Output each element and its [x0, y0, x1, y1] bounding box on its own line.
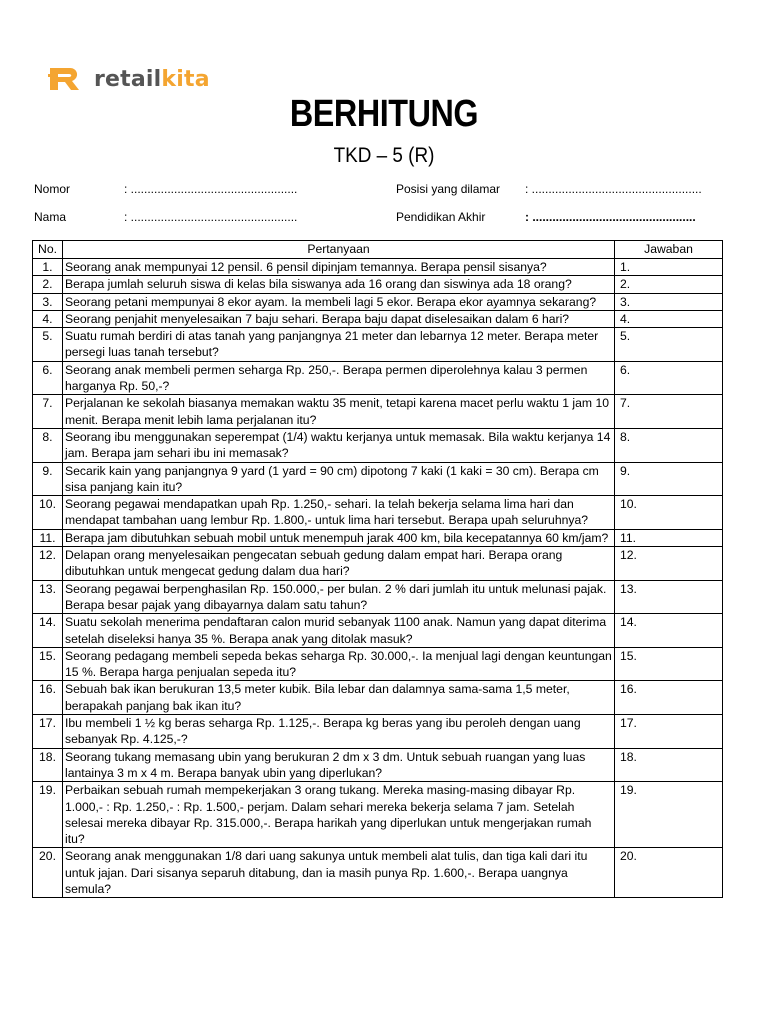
brand-name: retailkita: [94, 66, 210, 92]
table-row: [33, 614, 723, 648]
row-number: 12.: [33, 547, 63, 581]
table-row: [33, 310, 723, 327]
table-row: [33, 529, 723, 546]
question-text: Seorang anak membeli permen seharga Rp. 250,-. Berapa permen diperolehnya kalau 3 permen harganya Rp. 50,-?: [63, 361, 615, 395]
nama-field[interactable]: : ..................................................: [124, 210, 298, 224]
answer-cell[interactable]: 9.: [615, 462, 723, 496]
question-text: Sebuah bak ikan berukuran 13,5 meter kubik. Bila lebar dan dalamnya sama-sama 1,5 meter, berapakah panjang bak ikan itu?: [63, 681, 615, 715]
answer-cell[interactable]: 16.: [615, 681, 723, 715]
posisi-field[interactable]: : ...................................................: [525, 182, 702, 196]
question-text: Seorang ibu menggunakan seperempat (1/4) waktu kerjanya untuk memasak. Bila waktu kerjanya 14 jam. Berapa jam sehari ibu ini memasak?: [63, 428, 615, 462]
table-row: [33, 647, 723, 681]
question-table: [32, 240, 723, 898]
question-text: Seorang pegawai berpenghasilan Rp. 150.000,- per bulan. 2 % dari jumlah itu untuk melunasi pajak. Berapa besar pajak yang dibayarnya dalam satu tahun?: [63, 580, 615, 614]
question-text: Perjalanan ke sekolah biasanya memakan waktu 35 menit, tetapi karena macet perlu waktu 1 jam 10 menit. Berapa menit lebih lama perjalanan itu?: [63, 395, 615, 429]
nama-label: Nama: [34, 210, 67, 224]
table-row: [33, 259, 723, 276]
posisi-label: Posisi yang dilamar: [396, 182, 501, 196]
row-number: 3.: [33, 293, 63, 310]
table-row: [33, 681, 723, 715]
page-subtitle: TKD – 5 (R): [333, 144, 435, 167]
table-row: [33, 428, 723, 462]
row-number: 5.: [33, 328, 63, 362]
question-text: Suatu sekolah menerima pendaftaran calon murid sebanyak 1100 anak. Namun yang dapat diterima setelah diseleksi hanya 35 %. Berapa anak yang ditolak masuk?: [63, 614, 615, 648]
table-header-row: [33, 241, 723, 259]
question-text: Delapan orang menyelesaikan pengecatan sebuah gedung dalam empat hari. Berapa orang dibutuhkan untuk mengecat gedung dalam dua hari?: [63, 547, 615, 581]
row-number: 2.: [33, 276, 63, 293]
brand-logo: [48, 64, 210, 94]
row-number: 18.: [33, 748, 63, 782]
answer-cell[interactable]: 2.: [615, 276, 723, 293]
page-title: BERHITUNG: [289, 93, 479, 135]
answer-cell[interactable]: 17.: [615, 715, 723, 749]
row-number: 13.: [33, 580, 63, 614]
question-text: Secarik kain yang panjangnya 9 yard (1 yard = 90 cm) dipotong 7 kaki (1 kaki = 30 cm). Berapa cm sisa panjang kain itu?: [63, 462, 615, 496]
table-row: [33, 580, 723, 614]
question-text: Seorang anak mempunyai 12 pensil. 6 pensil dipinjam temannya. Berapa pensil sisanya?: [63, 259, 615, 276]
answer-cell[interactable]: 12.: [615, 547, 723, 581]
question-text: Seorang tukang memasang ubin yang berukuran 2 dm x 3 dm. Untuk sebuah ruangan yang luas lantainya 3 m x 4 m. Berapa banyak ubin yang diperlukan?: [63, 748, 615, 782]
row-number: 8.: [33, 428, 63, 462]
question-text: Berapa jam dibutuhkan sebuah mobil untuk menempuh jarak 400 km, bila kecepatannya 60 km/jam?: [63, 529, 615, 546]
question-text: Suatu rumah berdiri di atas tanah yang panjangnya 21 meter dan lebarnya 12 meter. Berapa meter persegi luas tanah tersebut?: [63, 328, 615, 362]
row-number: 6.: [33, 361, 63, 395]
table-row: [33, 715, 723, 749]
table-row: [33, 782, 723, 848]
question-text: Seorang anak menggunakan 1/8 dari uang sakunya untuk membeli alat tulis, dan tiga kali dari itu untuk jajan. Dari sisanya separuh ditabung, dan ia masih punya Rp. 1.600,-. Berapa uangnya semula?: [63, 848, 615, 898]
answer-cell[interactable]: 6.: [615, 361, 723, 395]
answer-cell[interactable]: 7.: [615, 395, 723, 429]
pendidikan-label: Pendidikan Akhir: [396, 210, 486, 224]
nomor-field[interactable]: : ..................................................: [124, 182, 298, 196]
table-row: [33, 276, 723, 293]
header-question: Pertanyaan: [63, 241, 615, 259]
row-number: 14.: [33, 614, 63, 648]
answer-cell[interactable]: 5.: [615, 328, 723, 362]
pendidikan-field[interactable]: : .................................................: [525, 210, 696, 224]
question-text: Seorang pedagang membeli sepeda bekas seharga Rp. 30.000,-. Ia menjual lagi dengan keuntungan 15 %. Berapa harga penjualan sepeda itu?: [63, 647, 615, 681]
row-number: 20.: [33, 848, 63, 898]
table-row: [33, 293, 723, 310]
question-text: Seorang petani mempunyai 8 ekor ayam. Ia membeli lagi 5 ekor. Berapa ekor ayamnya sekarang?: [63, 293, 615, 310]
answer-cell[interactable]: 15.: [615, 647, 723, 681]
answer-cell[interactable]: 10.: [615, 496, 723, 530]
row-number: 9.: [33, 462, 63, 496]
question-text: Seorang penjahit menyelesaikan 7 baju sehari. Berapa baju dapat diselesaikan dalam 6 hari?: [63, 310, 615, 327]
row-number: 16.: [33, 681, 63, 715]
header-no: No.: [33, 241, 63, 259]
table-row: [33, 462, 723, 496]
answer-cell[interactable]: 19.: [615, 782, 723, 848]
answer-cell[interactable]: 14.: [615, 614, 723, 648]
table-row: [33, 848, 723, 898]
answer-cell[interactable]: 20.: [615, 848, 723, 898]
answer-cell[interactable]: 3.: [615, 293, 723, 310]
row-number: 11.: [33, 529, 63, 546]
header-answer: Jawaban: [615, 241, 723, 259]
nomor-label: Nomor: [34, 182, 71, 196]
row-number: 7.: [33, 395, 63, 429]
table-row: [33, 328, 723, 362]
question-text: Perbaikan sebuah rumah mempekerjakan 3 orang tukang. Mereka masing-masing dibayar Rp. 1.000,- : Rp. 1.250,- : Rp. 1.500,- perjam. Dalam sehari mereka bekerja selama 7 jam. Setelah selesai mereka dibayar Rp. 315.000,-. Berapa harikah yang diperlukan untuk mengerjakan rumah itu?: [63, 782, 615, 848]
answer-cell[interactable]: 13.: [615, 580, 723, 614]
table-row: [33, 748, 723, 782]
question-text: Berapa jumlah seluruh siswa di kelas bila siswanya ada 16 orang dan siswinya ada 18 orang?: [63, 276, 615, 293]
answer-cell[interactable]: 1.: [615, 259, 723, 276]
row-number: 4.: [33, 310, 63, 327]
retailkita-logo-icon: [48, 66, 84, 92]
table-row: [33, 395, 723, 429]
table-row: [33, 496, 723, 530]
answer-cell[interactable]: 11.: [615, 529, 723, 546]
answer-cell[interactable]: 4.: [615, 310, 723, 327]
answer-cell[interactable]: 8.: [615, 428, 723, 462]
row-number: 1.: [33, 259, 63, 276]
row-number: 15.: [33, 647, 63, 681]
table-row: [33, 547, 723, 581]
row-number: 10.: [33, 496, 63, 530]
answer-cell[interactable]: 18.: [615, 748, 723, 782]
row-number: 17.: [33, 715, 63, 749]
question-text: Ibu membeli 1 ½ kg beras seharga Rp. 1.125,-. Berapa kg beras yang ibu peroleh dengan uang sebanyak Rp. 4.125,-?: [63, 715, 615, 749]
question-text: Seorang pegawai mendapatkan upah Rp. 1.250,- sehari. Ia telah bekerja selama lima hari dan mendapat tambahan uang lembur Rp. 1.800,- untuk lima hari tersebut. Berapa upah seluruhnya?: [63, 496, 615, 530]
row-number: 19.: [33, 782, 63, 848]
table-row: [33, 361, 723, 395]
